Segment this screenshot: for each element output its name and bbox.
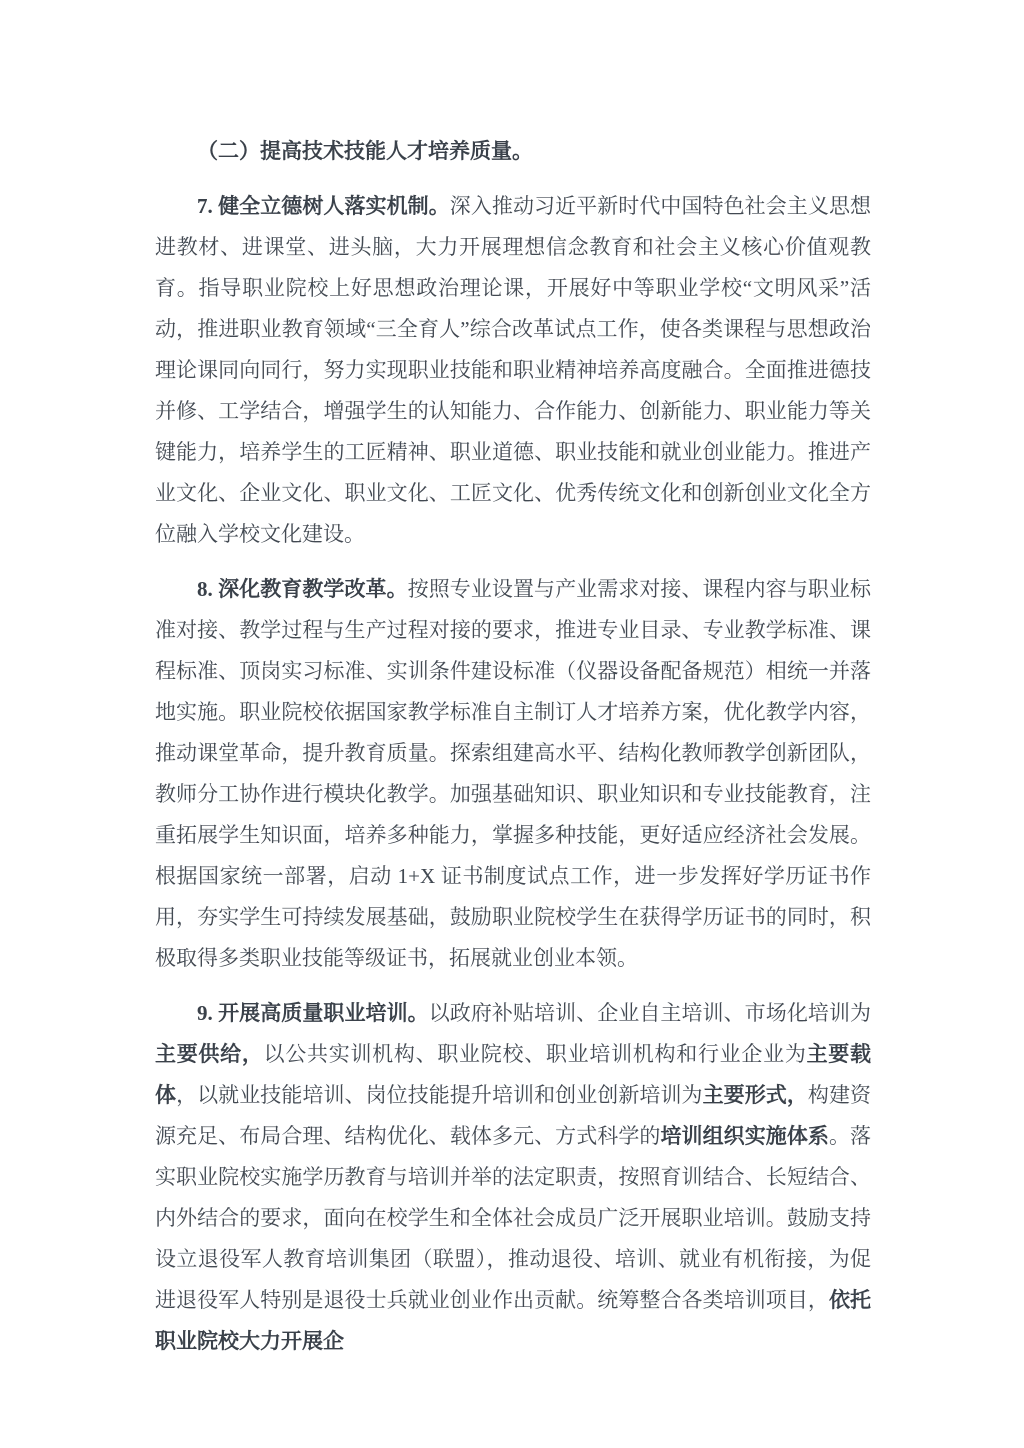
paragraph-9-title-run: 9. 开展高质量职业培训。	[197, 1001, 429, 1025]
paragraph-9-run-3: 以公共实训机构、职业院校、职业培训机构和行业企业为	[263, 1042, 807, 1066]
paragraph-9-run-5: ，以就业技能培训、岗位技能提升培训和创业创新培训为	[176, 1083, 703, 1107]
paragraph-item-8	[155, 569, 871, 979]
paragraph-item-9	[155, 993, 871, 1362]
paragraph-7-body-run: 深入推动习近平新时代中国特色社会主义思想进教材、进课堂、进头脑，大力开展理想信念教育和社会主义核心价值观教育。指导职业院校上好思想政治理论课，开展好中等职业学校“文明风采”活动，推进职业教育领域“三全育人”综合改革试点工作，使各类课程与思想政治理论课同向同行，努力实现职业技能和职业精神培养高度融合。全面推进德技并修、工学结合，增强学生的认知能力、合作能力、创新能力、职业能力等关键能力，培养学生的工匠精神、职业道德、职业技能和就业创业能力。推进产业文化、企业文化、职业文化、工匠文化、优秀传统文化和创新创业文化全方位融入学校文化建设。	[155, 194, 872, 546]
paragraph-item-7	[155, 186, 871, 555]
paragraph-9-run-7: 构建资源充足、布局合理、结构优化、载体多元、方式科学的	[155, 1083, 872, 1148]
paragraph-9-bold-run-main-supply: 主要供给，	[155, 1042, 264, 1066]
paragraph-7-title-run: 7. 健全立德树人落实机制。	[197, 194, 450, 218]
paragraph-9-bold-run-main-carrier: 主要载体	[155, 1042, 871, 1107]
section-heading: （二）提高技术技能人才培养质量。	[197, 139, 533, 163]
paragraph-9-bold-run-rely-on-colleges: 依托职业院校大力开展企	[155, 1288, 871, 1353]
paragraph-9-bold-run-main-form: 主要形式，	[702, 1083, 808, 1107]
paragraph-9-run-1: 以政府补贴培训、企业自主培训、市场化培训为	[428, 1001, 872, 1025]
document-body	[155, 131, 871, 1362]
paragraph-8-body-run: 按照专业设置与产业需求对接、课程内容与职业标准对接、教学过程与生产过程对接的要求，推进专业目录、专业教学标准、课程标准、顶岗实习标准、实训条件建设标准（仪器设备配备规范）相统一并落地实施。职业院校依据国家教学标准自主制订人才培养方案，优化教学内容，推动课堂革命，提升教育质量。探索组建高水平、结构化教师教学创新团队，教师分工协作进行模块化教学。加强基础知识、职业知识和专业技能教育，注重拓展学生知识面，培养多种能力，掌握多种技能，更好适应经济社会发展。根据国家统一部署，启动 1+X 证书制度试点工作，进一步发挥好学历证书作用，夯实学生可持续发展基础，鼓励职业院校学生在获得学历证书的同时，积极取得多类职业技能等级证书，拓展就业创业本领。	[155, 577, 872, 970]
paragraph-9-run-9: 。落实职业院校实施学历教育与培训并举的法定职责，按照育训结合、长短结合、内外结合的要求，面向在校学生和全体社会成员广泛开展职业培训。鼓励支持设立退役军人教育培训集团（联盟），推动退役、培训、就业有机衔接，为促进退役军人特别是退役士兵就业创业作出贡献。统筹整合各类培训项目，	[155, 1124, 871, 1312]
paragraph-8-title-run: 8. 深化教育教学改革。	[197, 577, 408, 601]
paragraph-9-bold-run-training-system: 培训组织实施体系	[660, 1124, 829, 1148]
